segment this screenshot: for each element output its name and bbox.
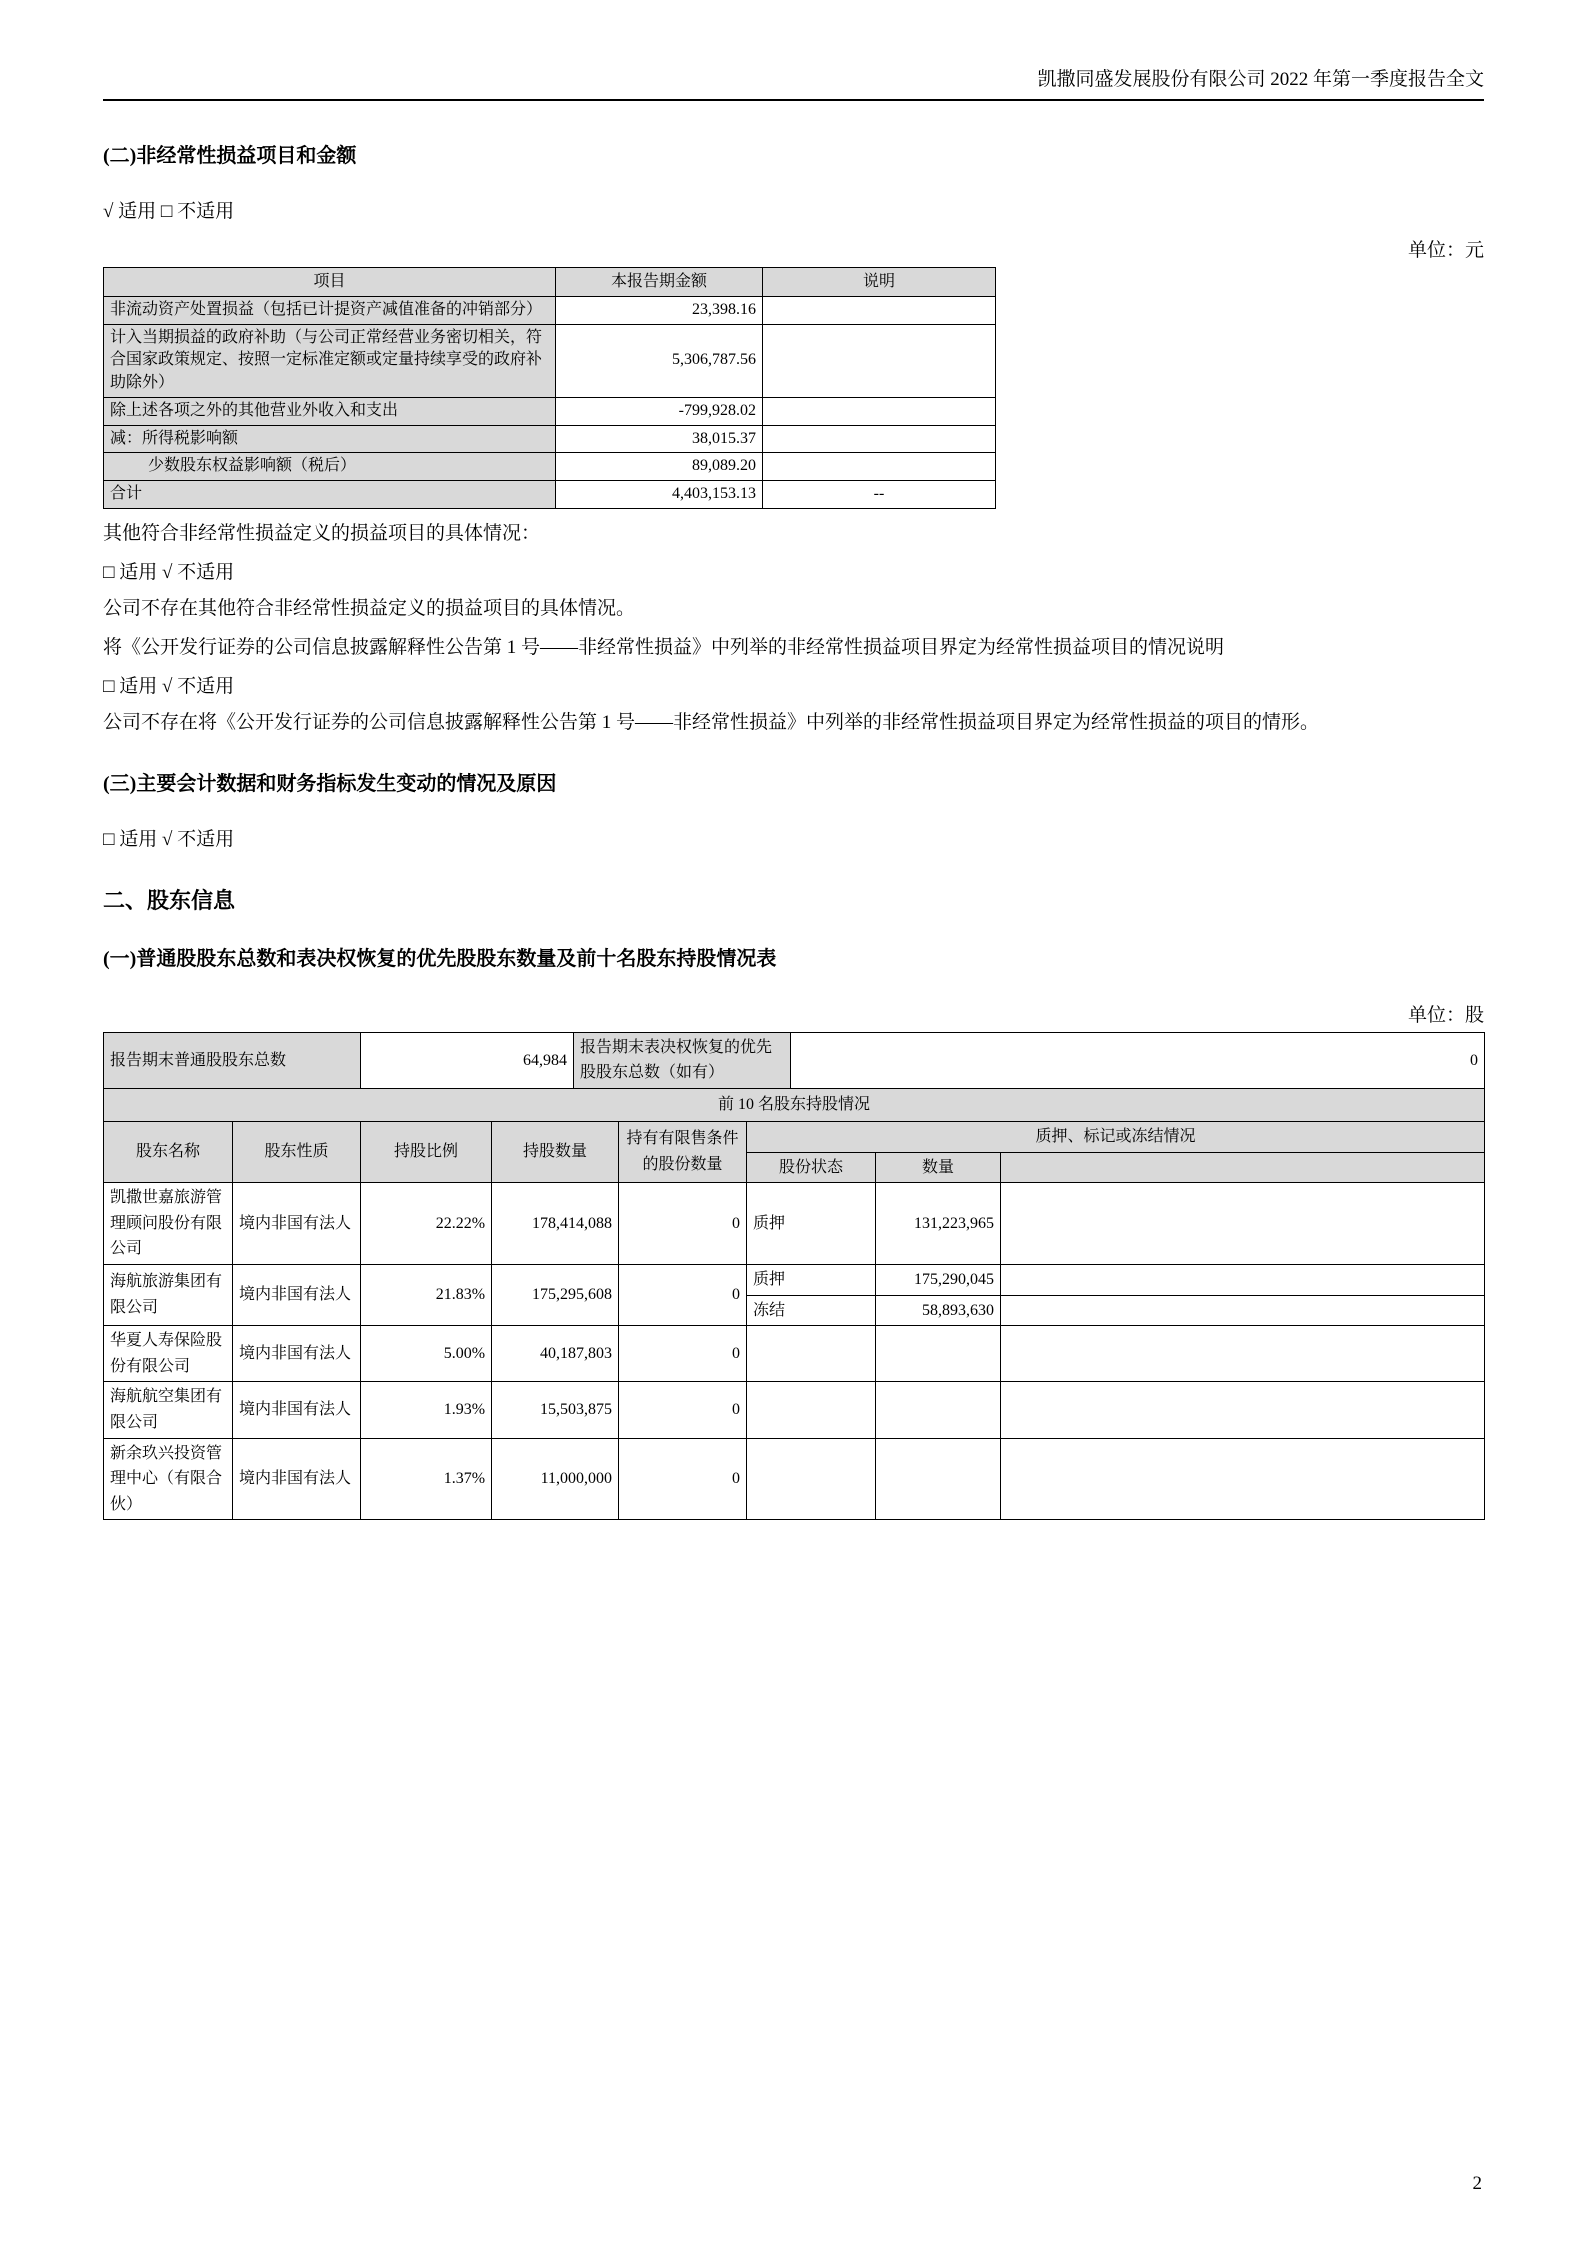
applicability-line: √ 适用 □ 不适用 <box>103 201 235 222</box>
page-content <box>0 143 1587 1520</box>
shareholder-name-cell: 凯撒世嘉旅游管理顾问股份有限公司 <box>104 1183 233 1265</box>
table-row <box>104 1264 1485 1295</box>
item-cell: 减：所得税影响额 <box>104 425 556 453</box>
restricted-shares-cell: 0 <box>619 1438 747 1520</box>
note-cell-total: -- <box>763 481 996 509</box>
amount-cell: 89,089.20 <box>556 453 763 481</box>
amount-cell: 5,306,787.56 <box>556 324 763 397</box>
pledge-quantity-cell: 58,893,630 <box>876 1295 1001 1326</box>
holding-ratio-cell: 5.00% <box>361 1326 492 1382</box>
share-status-cell: 质押 <box>747 1264 876 1295</box>
holding-ratio-cell: 1.37% <box>361 1438 492 1520</box>
table-row <box>104 297 996 325</box>
holding-ratio-cell: 21.83% <box>361 1264 492 1325</box>
col-header-shareholder-name: 股东名称 <box>104 1121 233 1182</box>
note-cell <box>763 453 996 481</box>
empty-cell <box>1001 1295 1485 1326</box>
table-row <box>104 397 996 425</box>
pledge-quantity-cell: 131,223,965 <box>876 1183 1001 1265</box>
empty-cell <box>1001 1264 1485 1295</box>
preferred-shareholders-label: 报告期末表决权恢复的优先股股东总数（如有） <box>574 1032 791 1088</box>
holding-quantity-cell: 40,187,803 <box>492 1326 619 1382</box>
note-paragraph: 其他符合非经常性损益定义的损益项目的具体情况： <box>103 522 541 544</box>
col-header-pledge-group: 质押、标记或冻结情况 <box>747 1121 1485 1152</box>
holding-quantity-cell: 178,414,088 <box>492 1183 619 1265</box>
col-header-amount: 本报告期金额 <box>556 268 763 297</box>
shareholder-name-cell: 海航航空集团有限公司 <box>104 1382 233 1438</box>
shareholder-nature-cell: 境内非国有法人 <box>233 1382 361 1438</box>
share-status-cell: 冻结 <box>747 1295 876 1326</box>
pledge-quantity-cell: 175,290,045 <box>876 1264 1001 1295</box>
document-header <box>103 0 1484 101</box>
unit-label-yuan: 单位：元 <box>1407 240 1484 261</box>
shareholder-nature-cell: 境内非国有法人 <box>233 1438 361 1520</box>
col-header-empty <box>1001 1152 1485 1183</box>
share-status-cell <box>747 1438 876 1520</box>
amount-cell: 23,398.16 <box>556 297 763 325</box>
summary-row <box>104 1032 1485 1088</box>
section-heading-shareholders: 二、股东信息 <box>103 888 236 914</box>
shareholders-table <box>103 1032 1485 1521</box>
note-cell <box>763 425 996 453</box>
table-row <box>104 1326 1485 1382</box>
table-row <box>104 324 996 397</box>
shareholder-nature-cell: 境内非国有法人 <box>233 1326 361 1382</box>
unit-label-shares: 单位：股 <box>1407 1004 1484 1026</box>
col-header-holding-ratio: 持股比例 <box>361 1121 492 1182</box>
table-row <box>104 425 996 453</box>
item-cell-total: 合计 <box>104 481 556 509</box>
shareholder-name-cell: 海航旅游集团有限公司 <box>104 1264 233 1325</box>
col-header-restricted-shares: 持有有限售条件的股份数量 <box>619 1121 747 1182</box>
document-title: 凯撒同盛发展股份有限公司 2022 年第一季度报告全文 <box>1037 69 1484 90</box>
col-header-note: 说明 <box>763 268 996 297</box>
table-row <box>104 1183 1485 1265</box>
holding-ratio-cell: 22.22% <box>361 1183 492 1265</box>
table-header-row <box>104 268 996 297</box>
banner-row <box>104 1088 1485 1121</box>
share-status-cell <box>747 1382 876 1438</box>
note-cell <box>763 397 996 425</box>
note-paragraph: 将《公开发行证券的公司信息披露解释性公告第 1 号——非经常性损益》中列举的非经常性损益项目界定为经常性损益项目的情况说明 <box>103 636 1225 658</box>
holding-quantity-cell: 11,000,000 <box>492 1438 619 1520</box>
table-row <box>104 1438 1485 1520</box>
item-cell: 除上述各项之外的其他营业外收入和支出 <box>104 397 556 425</box>
page-number: 2 <box>1472 2173 1482 2194</box>
applicability-line: □ 适用 √ 不适用 <box>103 829 235 851</box>
holding-quantity-cell: 175,295,608 <box>492 1264 619 1325</box>
table-row-total <box>104 481 996 509</box>
applicability-line: □ 适用 √ 不适用 <box>103 561 235 583</box>
col-header-pledge-quantity: 数量 <box>876 1152 1001 1183</box>
empty-cell <box>1001 1326 1485 1382</box>
pledge-quantity-cell <box>876 1326 1001 1382</box>
preferred-shareholders-value: 0 <box>791 1032 1485 1088</box>
col-header-share-status: 股份状态 <box>747 1152 876 1183</box>
col-header-item: 项目 <box>104 268 556 297</box>
empty-cell <box>1001 1183 1485 1265</box>
top10-banner: 前 10 名股东持股情况 <box>104 1088 1485 1121</box>
total-common-shareholders-value: 64,984 <box>361 1032 574 1088</box>
share-status-cell: 质押 <box>747 1183 876 1265</box>
col-header-shareholder-nature: 股东性质 <box>233 1121 361 1182</box>
amount-cell: -799,928.02 <box>556 397 763 425</box>
table-header-row <box>104 1121 1485 1152</box>
shareholder-nature-cell: 境内非国有法人 <box>233 1183 361 1265</box>
restricted-shares-cell: 0 <box>619 1264 747 1325</box>
table-row <box>104 453 996 481</box>
amount-cell-total: 4,403,153.13 <box>556 481 763 509</box>
note-paragraph: 公司不存在其他符合非经常性损益定义的损益项目的具体情况。 <box>103 597 636 619</box>
item-cell: 非流动资产处置损益（包括已计提资产减值准备的冲销部分） <box>104 297 556 325</box>
shareholder-name-cell: 新余玖兴投资管理中心（有限合伙） <box>104 1438 233 1520</box>
applicability-line: □ 适用 √ 不适用 <box>103 676 235 698</box>
restricted-shares-cell: 0 <box>619 1326 747 1382</box>
note-paragraph: 公司不存在将《公开发行证券的公司信息披露解释性公告第 1 号——非经常性损益》中列举的非经常性损益项目界定为经常性损益的项目的情形。 <box>103 712 1320 734</box>
shareholder-nature-cell: 境内非国有法人 <box>233 1264 361 1325</box>
note-cell <box>763 324 996 397</box>
note-cell <box>763 297 996 325</box>
holding-quantity-cell: 15,503,875 <box>492 1382 619 1438</box>
holding-ratio-cell: 1.93% <box>361 1382 492 1438</box>
subsection-heading-shareholder-table: (一)普通股股东总数和表决权恢复的优先股股东数量及前十名股东持股情况表 <box>103 947 777 970</box>
share-status-cell <box>747 1326 876 1382</box>
nonrecurring-items-table <box>103 267 996 509</box>
section-heading-nonrecurring-items: (二)非经常性损益项目和金额 <box>103 145 357 167</box>
section-heading-changes: (三)主要会计数据和财务指标发生变动的情况及原因 <box>103 773 557 796</box>
restricted-shares-cell: 0 <box>619 1183 747 1265</box>
total-common-shareholders-label: 报告期末普通股股东总数 <box>104 1032 361 1088</box>
restricted-shares-cell: 0 <box>619 1382 747 1438</box>
empty-cell <box>1001 1438 1485 1520</box>
item-cell: 少数股东权益影响额（税后） <box>104 453 556 481</box>
item-cell: 计入当期损益的政府补助（与公司正常经营业务密切相关，符合国家政策规定、按照一定标准定额或定量持续享受的政府补助除外） <box>104 324 556 397</box>
col-header-holding-quantity: 持股数量 <box>492 1121 619 1182</box>
empty-cell <box>1001 1382 1485 1438</box>
shareholder-name-cell: 华夏人寿保险股份有限公司 <box>104 1326 233 1382</box>
amount-cell: 38,015.37 <box>556 425 763 453</box>
pledge-quantity-cell <box>876 1382 1001 1438</box>
table-row <box>104 1382 1485 1438</box>
pledge-quantity-cell <box>876 1438 1001 1520</box>
